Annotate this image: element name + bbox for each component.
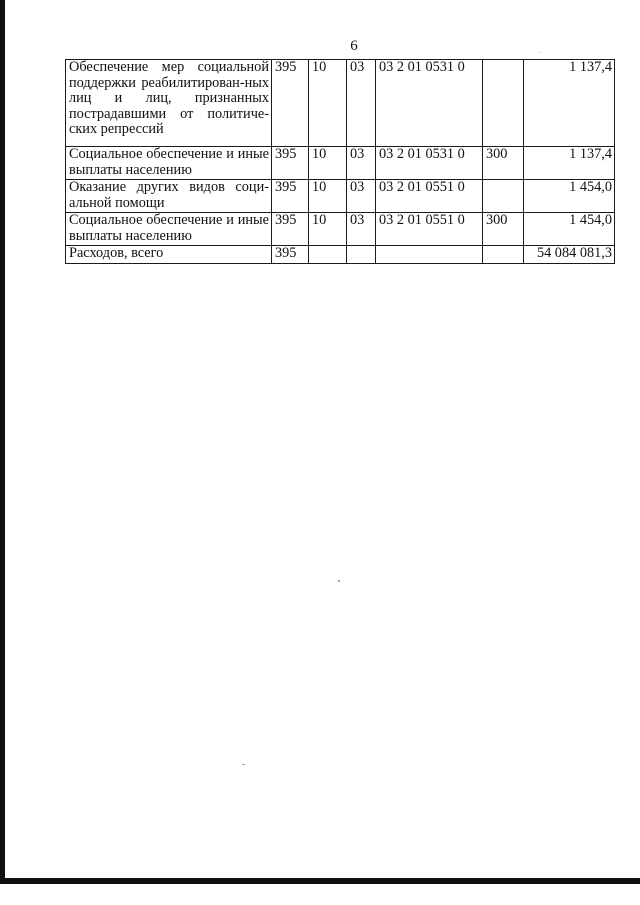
row-name-cell: Оказание других видов соци-альной помощи [66, 180, 272, 213]
amount-cell: 1 454,0 [524, 180, 615, 213]
page-number: 6 [350, 38, 358, 54]
scan-speck [242, 764, 245, 765]
row-name-cell: Социальное обеспечение и иные выплаты населению [66, 147, 272, 180]
target-article-cell: 03 2 01 0531 0 [376, 147, 483, 180]
target-article-cell [376, 246, 483, 264]
amount-cell: 54 084 081,3 [524, 246, 615, 264]
subsection-cell: 03 [347, 213, 376, 246]
ved-cell: 395 [272, 213, 309, 246]
row-name-cell: Расходов, всего [66, 246, 272, 264]
ved-cell: 395 [272, 60, 309, 147]
table-row [66, 60, 615, 147]
table-row [66, 213, 615, 246]
ved-cell: 395 [272, 246, 309, 264]
ved-cell: 395 [272, 180, 309, 213]
section-cell [309, 246, 347, 264]
ved-cell: 395 [272, 147, 309, 180]
subsection-cell: 03 [347, 180, 376, 213]
amount-cell: 1 454,0 [524, 213, 615, 246]
amount-cell: 1 137,4 [524, 60, 615, 147]
scan-speck [338, 580, 340, 582]
table-row [66, 180, 615, 213]
row-name-cell: Обеспечение мер социальной поддержки реабилитирован-ных лиц и лиц, признанных пострадавшими от политиче-ских репрессий [66, 60, 272, 147]
table-row [66, 147, 615, 180]
section-cell: 10 [309, 147, 347, 180]
section-cell: 10 [309, 213, 347, 246]
section-cell: 10 [309, 60, 347, 147]
scan-edge-left [0, 0, 5, 883]
row-name-cell: Социальное обеспечение и иные выплаты населению [66, 213, 272, 246]
subsection-cell: 03 [347, 60, 376, 147]
expenditure-table [65, 59, 615, 264]
scan-edge-bottom [0, 878, 640, 884]
expense-type-cell [483, 180, 524, 213]
expense-type-cell: 300 [483, 147, 524, 180]
target-article-cell: 03 2 01 0551 0 [376, 213, 483, 246]
table-row-total [66, 246, 615, 264]
subsection-cell [347, 246, 376, 264]
target-article-cell: 03 2 01 0551 0 [376, 180, 483, 213]
expense-type-cell: 300 [483, 213, 524, 246]
expense-type-cell [483, 60, 524, 147]
subsection-cell: 03 [347, 147, 376, 180]
expense-type-cell [483, 246, 524, 264]
target-article-cell: 03 2 01 0531 0 [376, 60, 483, 147]
section-cell: 10 [309, 180, 347, 213]
amount-cell: 1 137,4 [524, 147, 615, 180]
